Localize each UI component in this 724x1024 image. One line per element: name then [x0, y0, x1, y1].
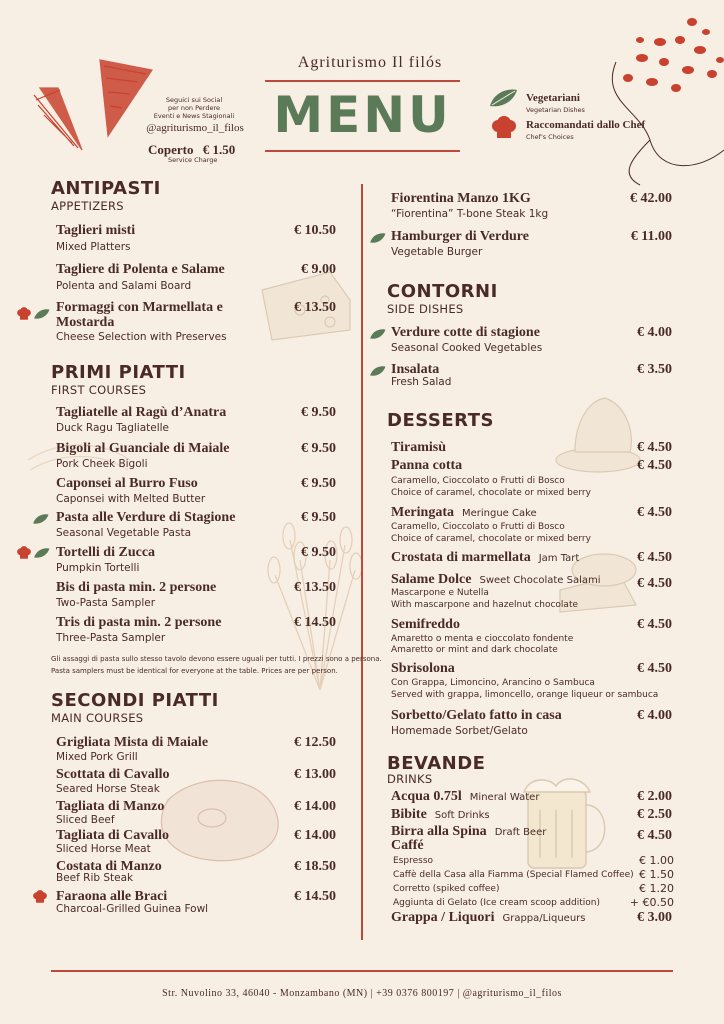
item-name: Panna cotta	[391, 458, 463, 473]
leaf-icon	[33, 547, 50, 559]
footer-address: Str. Nuvolino 33, 46040 - Monzambano (MN) | +39 0376 800197 | @agriturismo_il_filos	[162, 988, 562, 999]
legend-veg: Vegetariani	[526, 92, 580, 104]
item-desc: Cheese Selection with Preserves	[56, 331, 227, 343]
caffe-item: Caffè della Casa alla Fiamma (Special Flamed Coffee)	[393, 870, 634, 880]
item-desc: Three-Pasta Sampler	[56, 632, 166, 644]
section-antipasti-sub: APPETIZERS	[51, 199, 124, 213]
item-name-line2: Mostarda	[56, 315, 115, 330]
caffe-price: + €0.50	[629, 896, 674, 909]
section-secondi-sub: MAIN COURSES	[51, 711, 144, 725]
item-desc-en: With mascarpone and hazelnut chocolate	[391, 600, 579, 610]
item-title: Birra alla Spina	[391, 824, 487, 839]
item-price: € 9.50	[301, 405, 336, 420]
caffe-price: € 1.00	[639, 854, 674, 867]
item-desc: Polenta and Salami Board	[56, 280, 192, 292]
legend-chef-sub: Chef's Choices	[526, 133, 574, 141]
item-desc: Vegetable Burger	[391, 246, 483, 258]
item-desc: Mascarpone e Nutella	[391, 588, 489, 598]
section-secondi-title: SECONDI PIATTI	[51, 690, 219, 711]
item-price: € 4.00	[637, 708, 672, 723]
item-price: € 4.50	[637, 661, 672, 676]
item-desc: Pork Cheek Bigoli	[56, 458, 148, 470]
item-price: € 2.00	[637, 789, 672, 804]
item-price: € 13.50	[294, 580, 336, 595]
item-name	[391, 572, 601, 588]
leaf-icon	[369, 365, 386, 377]
section-desserts-title: DESSERTS	[387, 410, 494, 431]
section-contorni-sub: SIDE DISHES	[387, 302, 464, 316]
leaf-icon	[369, 232, 386, 244]
item-desc: Beef Rib Steak	[56, 872, 134, 884]
item-desc: Pumpkin Tortelli	[56, 562, 140, 574]
item-desc: Sliced Beef	[56, 814, 115, 826]
item-price: € 4.50	[637, 576, 672, 591]
item-title: Salame Dolce	[391, 572, 472, 587]
item-price: € 10.50	[294, 223, 336, 238]
item-desc-en: Choice of caramel, chocolate or mixed berry	[391, 488, 591, 498]
item-desc: Caramello, Cioccolato o Frutti di Bosco	[391, 522, 565, 532]
item-name: Costata di Manzo	[56, 859, 162, 874]
item-price: € 4.50	[637, 550, 672, 565]
item-name: Insalata	[391, 362, 440, 377]
section-contorni-title: CONTORNI	[387, 281, 498, 302]
item-price: € 42.00	[630, 191, 672, 206]
section-bevande-sub: DRINKS	[387, 772, 433, 786]
coperto-text: Coperto	[148, 142, 194, 157]
item-price: € 4.50	[637, 828, 672, 843]
item-inline: Meringue Cake	[461, 508, 537, 519]
social-handle[interactable]: @agriturismo_il_filos	[146, 122, 244, 134]
item-desc: Seasonal Cooked Vegetables	[391, 342, 543, 354]
item-name: Verdure cotte di stagione	[391, 325, 540, 340]
item-name: Taglieri misti	[56, 223, 136, 238]
caffe-item: Aggiunta di Gelato (Ice cream scoop addition)	[393, 898, 600, 908]
item-price: € 9.50	[301, 441, 336, 456]
item-price: € 4.50	[637, 458, 672, 473]
leaf-icon	[33, 308, 50, 320]
item-price: € 9.50	[301, 545, 336, 560]
item-desc: “Fiorentina” T-bone Steak 1kg	[391, 208, 549, 220]
item-inline: Grappa/Liqueurs	[502, 913, 586, 924]
caffe-price: € 1.50	[639, 868, 674, 881]
menu-title: MENU	[273, 86, 452, 144]
section-primi-title: PRIMI PIATTI	[51, 362, 186, 383]
chef-hat-icon	[490, 116, 518, 140]
item-name: Tiramisù	[391, 440, 446, 455]
social-line-1: Seguici sui Social	[165, 96, 223, 104]
caffe-price: € 1.20	[639, 882, 674, 895]
footer-rule	[51, 970, 673, 972]
item-inline: Jam Tart	[538, 553, 580, 564]
chef-hat-icon	[16, 307, 32, 321]
item-name	[391, 910, 586, 926]
item-name: Tortelli di Zucca	[56, 545, 156, 560]
red-dots-decoration	[623, 18, 724, 92]
item-name: Sorbetto/Gelato fatto in casa	[391, 708, 562, 723]
leaf-icon	[488, 88, 518, 108]
item-desc: Mixed Pork Grill	[56, 751, 138, 763]
item-title: Meringata	[391, 505, 454, 520]
item-desc: Homemade Sorbet/Gelato	[391, 725, 528, 737]
item-price: € 4.50	[637, 440, 672, 455]
item-desc-en: Choice of caramel, chocolate or mixed berry	[391, 534, 591, 544]
leaf-icon	[32, 513, 49, 525]
item-price: € 9.50	[301, 510, 336, 525]
chef-hat-icon	[32, 890, 48, 904]
item-desc: Seasonal Vegetable Pasta	[56, 527, 191, 539]
leaf-icon	[369, 328, 386, 340]
item-desc: Charcoal-Grilled Guinea Fowl	[56, 903, 209, 915]
service-charge: Service Charge	[168, 156, 218, 164]
item-name: Caponsei al Burro Fuso	[56, 476, 198, 491]
item-price: € 13.00	[294, 767, 336, 782]
caffe-item: Corretto (spiked coffee)	[393, 884, 500, 894]
item-name: Pasta alle Verdure di Stagione	[56, 510, 236, 525]
item-name: Bis di pasta min. 2 persone	[56, 580, 217, 595]
item-desc: Amaretto o menta e cioccolato fondente	[391, 634, 574, 644]
item-price: € 3.50	[637, 362, 672, 377]
pasta-note-en: Pasta samplers must be identical for everyone at the table. Prices are per person.	[51, 667, 338, 675]
caffe-item: Espresso	[393, 856, 434, 866]
column-divider	[361, 184, 363, 940]
item-name: Tris di pasta min. 2 persone	[56, 615, 222, 630]
item-name: Formaggi con Marmellata e	[56, 300, 223, 315]
item-name: Tagliere di Polenta e Salame	[56, 262, 225, 277]
item-desc: Con Grappa, Limoncino, Arancino o Sambuca	[391, 678, 595, 688]
item-name: Scottata di Cavallo	[56, 767, 170, 782]
item-name: Grigliata Mista di Maiale	[56, 735, 209, 750]
item-price: € 18.50	[294, 859, 336, 874]
item-price: € 14.00	[294, 799, 336, 814]
item-desc: Mixed Platters	[56, 241, 131, 253]
item-desc-en: Amaretto or mint and dark chocolate	[391, 645, 558, 655]
item-desc: Sliced Horse Meat	[56, 843, 151, 855]
section-primi-sub: FIRST COURSES	[51, 383, 147, 397]
item-title: Bibite	[391, 807, 427, 822]
item-title: Grappa / Liquori	[391, 910, 495, 925]
item-name	[391, 505, 537, 521]
item-desc: Caramello, Cioccolato o Frutti di Bosco	[391, 476, 565, 486]
item-price: € 14.50	[294, 889, 336, 904]
item-price: € 14.00	[294, 828, 336, 843]
legend-veg-sub: Vegetarian Dishes	[526, 106, 585, 114]
pasta-note-it: Gli assaggi di pasta sullo stesso tavolo devono essere uguali per tutti. I prezzi sono a persona.	[51, 655, 382, 663]
item-desc-en: Served with grappa, limoncello, orange liqueur or sambuca	[391, 690, 659, 700]
coperto-price: € 1.50	[202, 142, 236, 157]
header-rule-bottom	[265, 150, 460, 152]
item-price: € 2.50	[637, 807, 672, 822]
item-desc: Duck Ragu Tagliatelle	[56, 422, 170, 434]
item-price: € 3.00	[637, 910, 672, 925]
item-price: € 9.00	[301, 262, 336, 277]
item-inline: Draft Beer	[494, 827, 547, 838]
item-name: Hamburger di Verdure	[391, 229, 529, 244]
social-line-3: Eventi e News Stagionali	[153, 112, 235, 120]
item-name: Fiorentina Manzo 1KG	[391, 191, 531, 206]
item-price: € 9.50	[301, 476, 336, 491]
legend-chef: Raccomandati dallo Chef	[526, 119, 646, 131]
brand-name: Agriturismo Il filós	[297, 54, 443, 71]
item-inline: Sweet Chocolate Salami	[479, 575, 601, 586]
item-title: Acqua 0.75l	[391, 789, 462, 804]
item-price: € 4.50	[637, 617, 672, 632]
item-desc: Seared Horse Steak	[56, 783, 160, 795]
item-price: € 13.50	[294, 300, 336, 315]
item-name: Tagliata di Manzo	[56, 799, 165, 814]
item-desc: Two-Pasta Sampler	[56, 597, 156, 609]
item-name	[391, 807, 490, 823]
item-inline: Soft Drinks	[434, 810, 490, 821]
item-name: Tagliatelle al Ragù d’Anatra	[56, 405, 227, 420]
item-price: € 14.50	[294, 615, 336, 630]
item-name: Faraona alle Braci	[56, 889, 168, 904]
item-desc: Fresh Salad	[391, 376, 452, 388]
social-line-2: per non Perdere	[167, 104, 221, 112]
item-title: Crostata di marmellata	[391, 550, 531, 565]
section-antipasti-title: ANTIPASTI	[51, 178, 161, 199]
item-price: € 4.00	[637, 325, 672, 340]
item-name	[391, 550, 579, 566]
section-bevande-title: BEVANDE	[387, 753, 486, 774]
item-name: Tagliata di Cavallo	[56, 828, 170, 843]
steak-sketch	[161, 780, 278, 860]
caffe-title: Caffé	[391, 838, 424, 853]
chef-hat-icon	[16, 546, 32, 560]
item-desc: Caponsei with Melted Butter	[56, 493, 206, 505]
item-name: Bigoli al Guanciale di Maiale	[56, 441, 230, 456]
item-inline: Mineral Water	[469, 792, 540, 803]
header-rule-top	[265, 80, 460, 82]
item-name: Sbrisolona	[391, 661, 455, 676]
item-price: € 4.50	[637, 505, 672, 520]
item-price: € 11.00	[630, 229, 672, 244]
item-price: € 12.50	[294, 735, 336, 750]
item-name: Semifreddo	[391, 617, 460, 632]
red-sketch-triangles-decoration	[34, 60, 152, 150]
item-name	[391, 789, 539, 805]
